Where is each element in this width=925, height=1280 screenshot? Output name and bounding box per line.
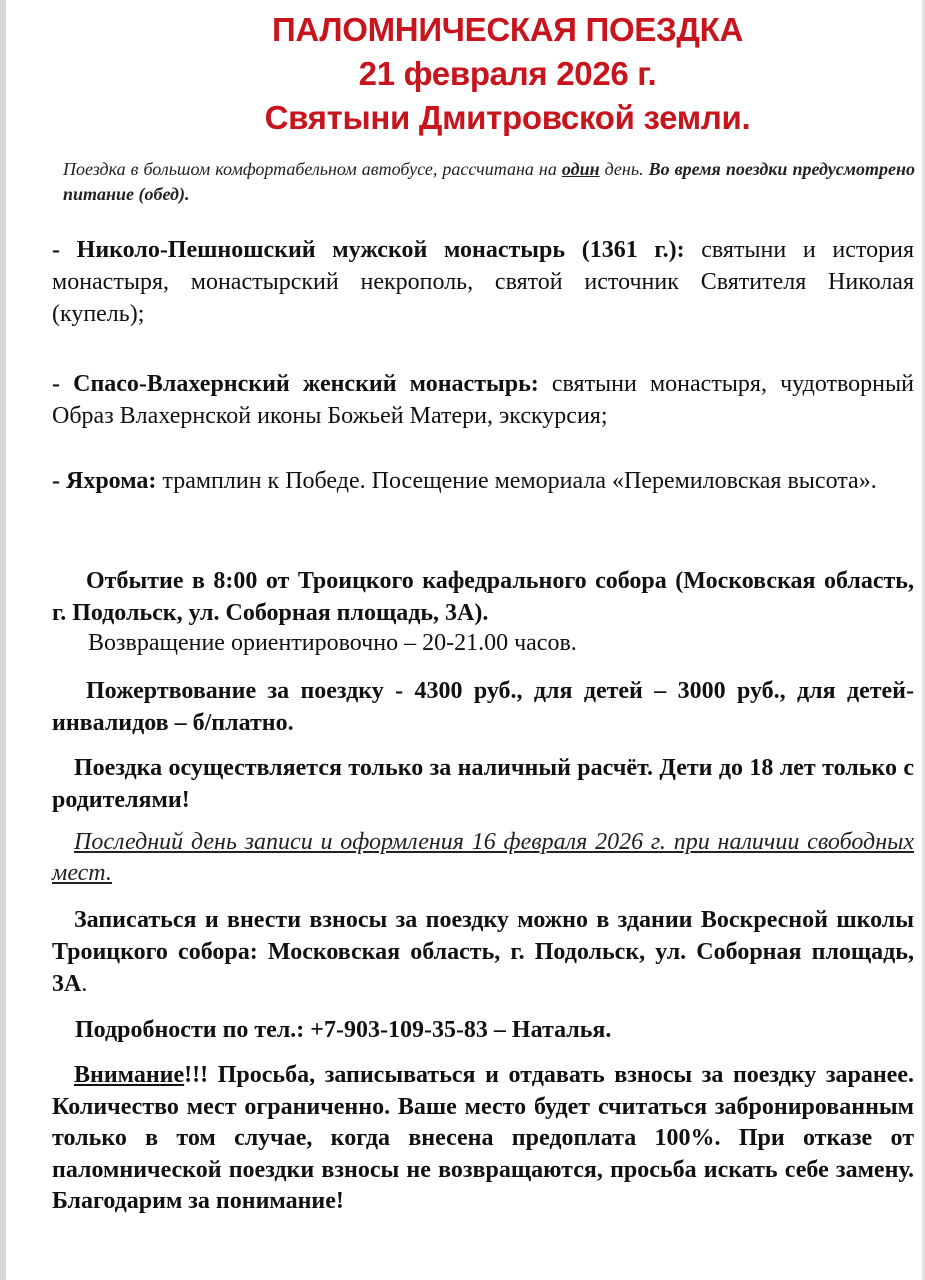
document-header (0, 8, 925, 140)
itinerary-item-description: святыни монастыря, чудотворный Образ Влахернской иконы Божьей Матери, экскурсия; (52, 371, 914, 429)
itinerary-item-name: Спасо-Влахернский женский монастырь: (73, 371, 539, 397)
signup-text: Записаться и внести взносы за поездку можно в здании Воскресной школы Троицкого собора: Московская область, г. Подольск, ул. Соборная площадь, 3А (52, 907, 914, 997)
itinerary-item-nikolo-peshnoshsky (52, 234, 914, 330)
departure-text: Отбытие в 8:00 от Троицкого кафедрального собора (Московская область, г. Подольск, ул. Соборная площадь, 3А). (52, 568, 914, 626)
return-text: Возвращение ориентировочно – 20-21.00 часов. (88, 630, 577, 656)
page-title: ПАЛОМНИЧЕСКАЯ ПОЕЗДКА (272, 11, 743, 48)
departure-info (52, 565, 914, 629)
intro-meal-note: Во время поездки предусмотрено питание (обед). (63, 159, 916, 204)
payment-note (52, 752, 914, 816)
intro-paragraph (63, 157, 915, 207)
notice-exclaim: !!! (184, 1062, 209, 1088)
signup-period: . (81, 971, 88, 997)
intro-emphasis-one: один (561, 159, 600, 179)
contact-phone-text: Подробности по тел.: +7-903-109-35-83 – Наталья. (75, 1017, 612, 1043)
signup-info (52, 904, 914, 1000)
itinerary-item-name: Николо-Пешношский мужской монастырь (1361 г.): (76, 237, 685, 263)
deadline-text: Последний день записи и оформления 16 февраля 2026 г. при наличии свободных мест. (52, 829, 914, 886)
contact-info (75, 1015, 925, 1046)
itinerary-item-name: Яхрома: (66, 468, 157, 494)
itinerary-item-yakhroma (52, 465, 914, 497)
itinerary-item-description: трамплин к Победе. Посещение мемориала «Перемиловская высота». (156, 468, 877, 494)
deadline-note (52, 827, 914, 889)
intro-text-day: день. (599, 159, 649, 179)
notice-paragraph (52, 1060, 914, 1218)
payment-note-text: Поездка осуществляется только за наличный расчёт. Дети до 18 лет только с родителями! (52, 755, 914, 813)
price-text: Пожертвование за поездку - 4300 руб., для детей – 3000 руб., для детей-инвалидов – б/платно. (52, 678, 914, 736)
return-info (88, 628, 908, 659)
intro-text: Поездка в большом комфортабельном автобусе, рассчитана на (63, 159, 562, 179)
notice-label: Внимание (74, 1062, 185, 1088)
trip-date: 21 февраля 2026 г. (358, 55, 657, 92)
trip-subtitle: Святыни Дмитровской земли. (264, 99, 751, 136)
notice-text: Просьба, записываться и отдавать взносы за поездку заранее. Количество мест ограниченно. Ваше место будет считаться забронированным только в том случае, когда внесена предоплата 100%. При отказе от паломнической поездки взносы не возвращаются, просьба искать себе замену. Благодарим за понимание! (52, 1062, 914, 1214)
list-dash: - (52, 371, 74, 397)
itinerary-item-spaso-vlakhernsky (52, 368, 914, 432)
list-dash: - (52, 237, 77, 263)
list-dash: - (52, 468, 66, 494)
page-left-edge (0, 0, 6, 1280)
price-info (52, 675, 914, 739)
itinerary-item-description: святыни и история монастыря, монастырский некрополь, святой источник Святителя Николая (купель); (52, 237, 914, 327)
